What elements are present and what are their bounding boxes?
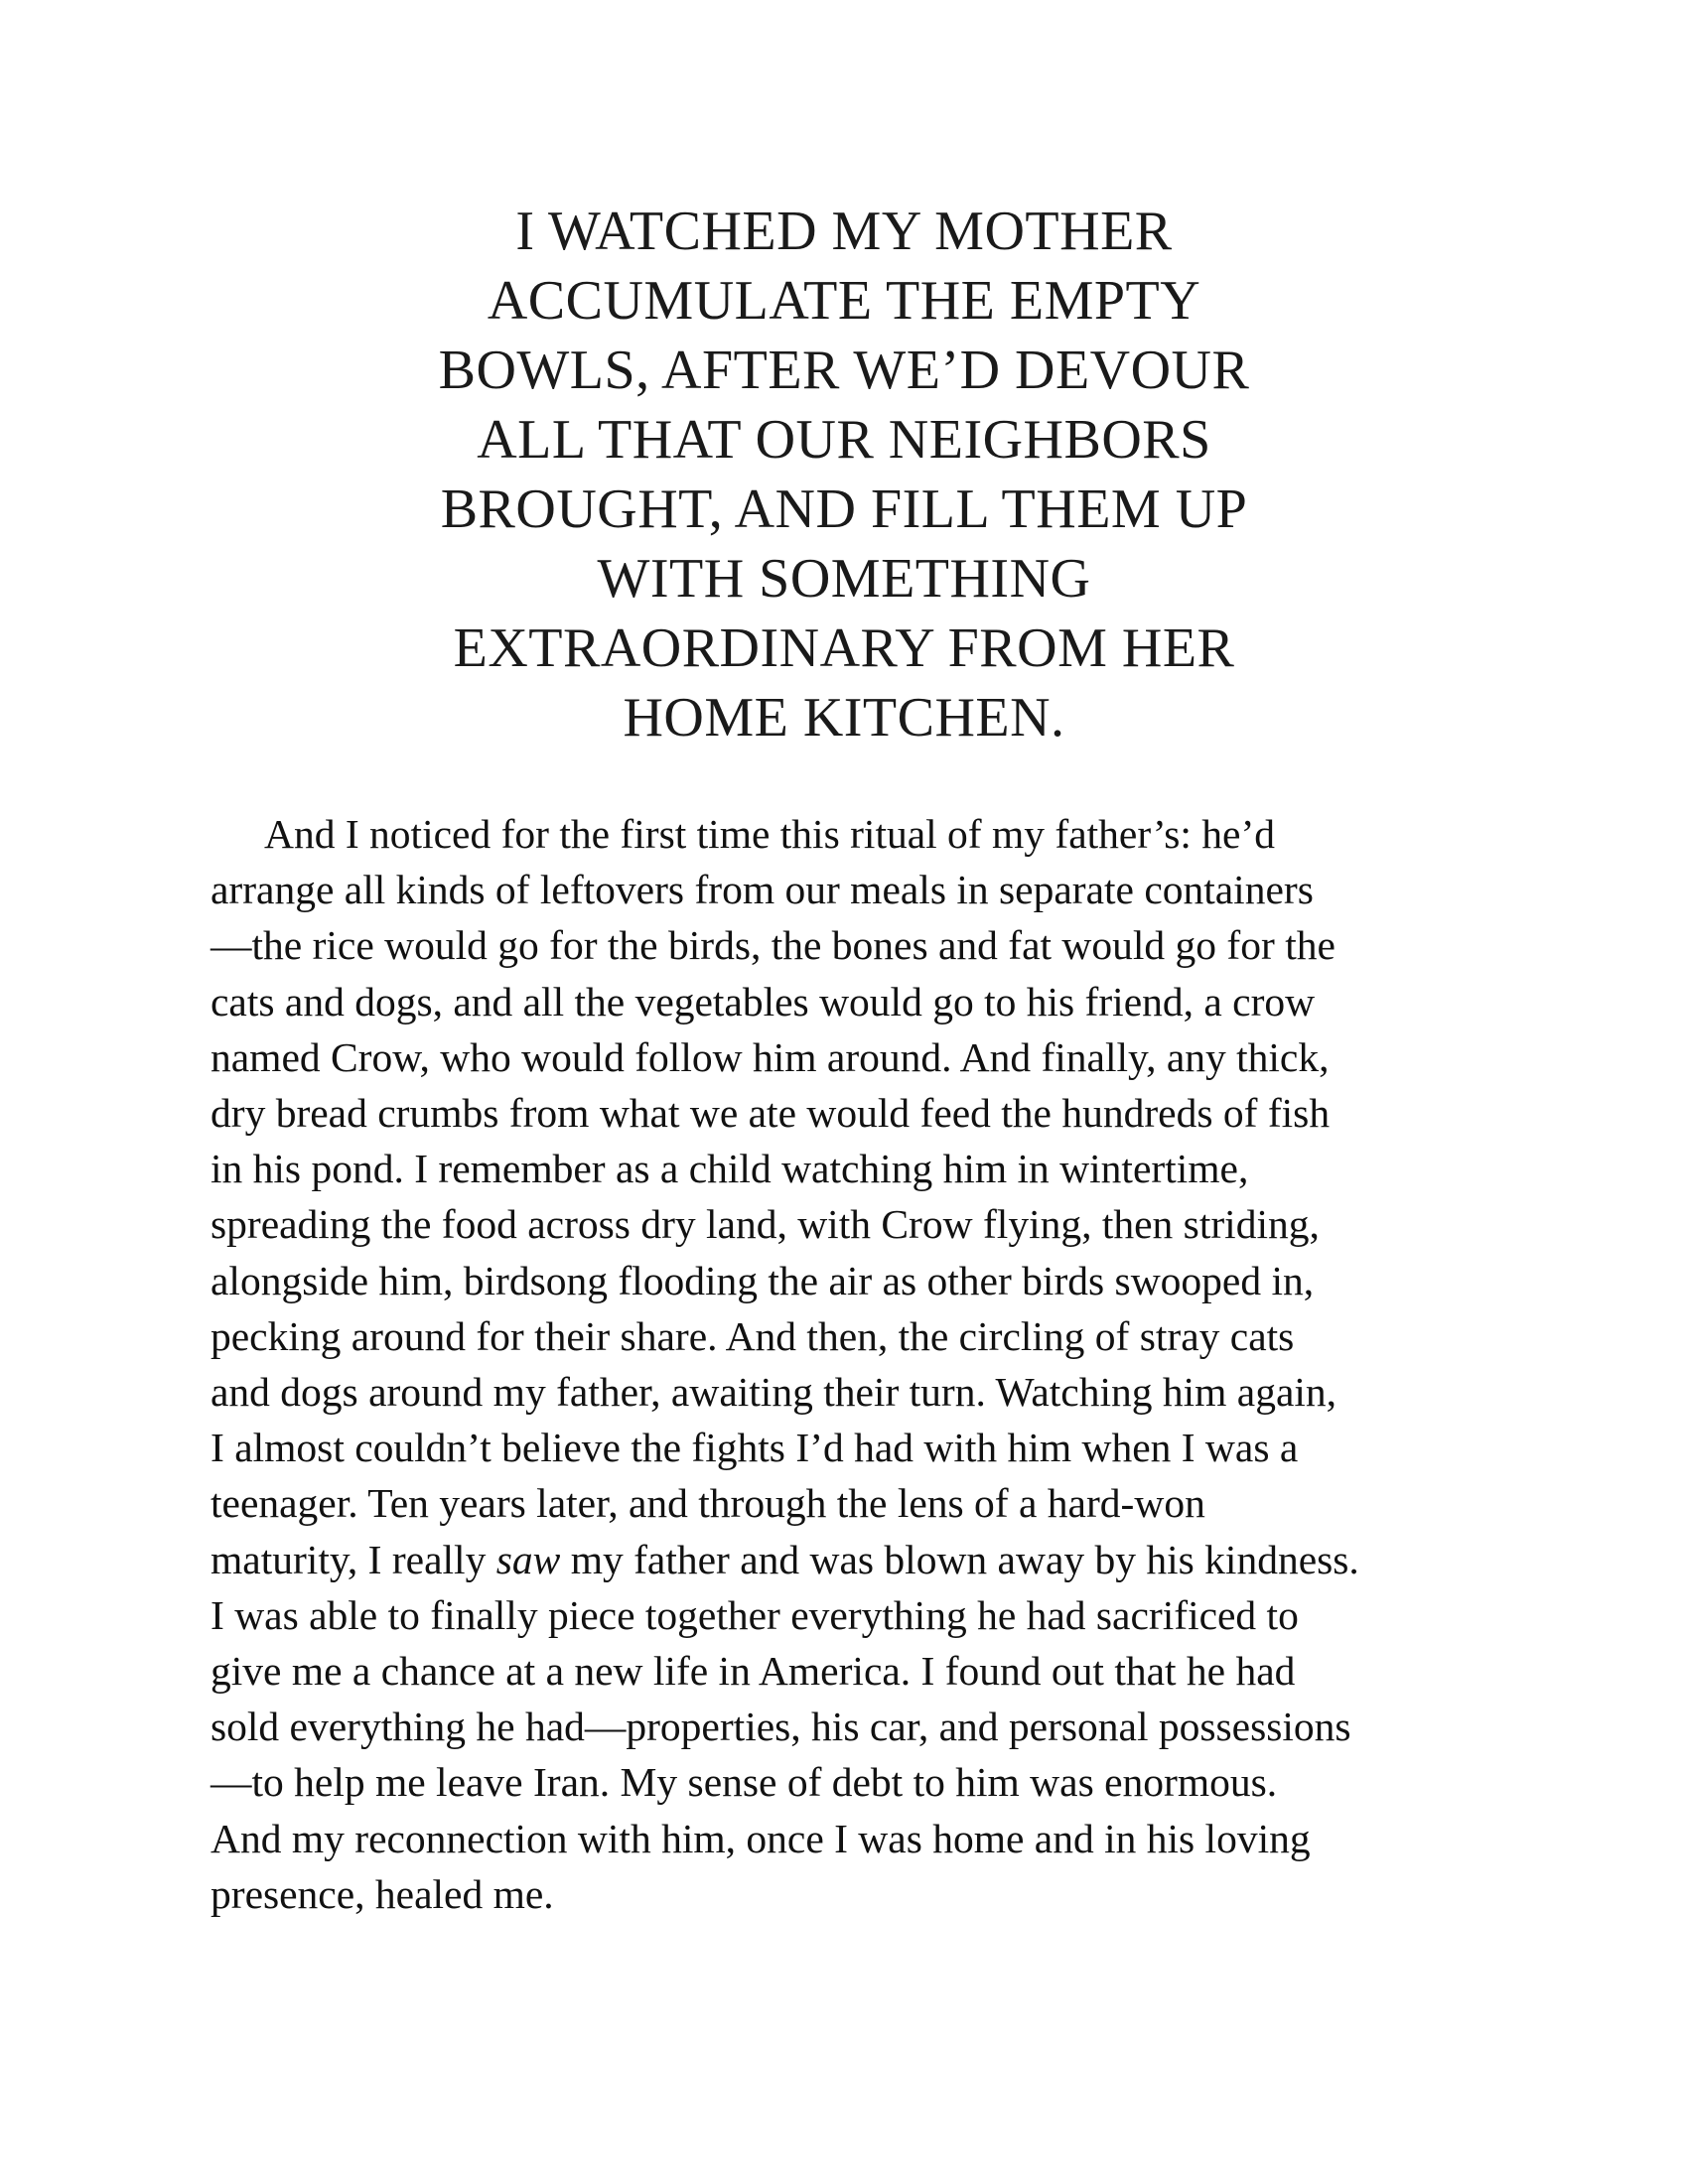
body-line: spreading the food across dry land, with Crow flying, then striding, [211,1201,1320,1248]
body-line: And my reconnection with him, once I was home and in his loving [211,1815,1311,1861]
body-line: And I noticed for the first time this ritual of my father’s: he’d [264,811,1276,857]
body-line: —to help me leave Iran. My sense of debt to him was enormous. [211,1759,1278,1806]
pull-quote-line: HOME KITCHEN. [623,687,1065,749]
body-line: I almost couldn’t believe the fights I’d had with him when I was a [211,1425,1299,1471]
pull-quote [348,197,1340,752]
body-line: I was able to finally piece together everything he had sacrificed to [211,1591,1299,1638]
body-line: named Crow, who would follow him around. And finally, any thick, [211,1033,1330,1080]
body-text-segment: maturity, I really [211,1536,496,1582]
pull-quote-line: WITH SOMETHING [597,548,1091,610]
pull-quote-line: BROUGHT, AND FILL THEM UP [440,478,1248,540]
pull-quote-line: I WATCHED MY MOTHER [515,201,1173,262]
body-line: dry bread crumbs from what we ate would feed the hundreds of fish [211,1090,1331,1137]
body-line: sold everything he had—properties, his car, and personal possessions [211,1704,1351,1750]
body-line: pecking around for their share. And then, the circling of stray cats [211,1312,1295,1359]
body-line-with-emphasis [211,1532,1501,1587]
pull-quote-line: ALL THAT OUR NEIGHBORS [477,409,1211,471]
body-line: and dogs around my father, awaiting their turn. Watching him again, [211,1369,1337,1416]
body-paragraph [211,806,1501,1922]
pull-quote-line: ACCUMULATE THE EMPTY [487,270,1201,332]
body-line: —the rice would go for the birds, the bones and fat would go for the [211,922,1336,969]
body-line: arrange all kinds of leftovers from our meals in separate containers [211,867,1314,913]
body-line: in his pond. I remember as a child watching him in wintertime, [211,1146,1249,1192]
body-line: alongside him, birdsong flooding the air as other birds swooped in, [211,1257,1315,1303]
body-line: presence, healed me. [211,1870,554,1917]
body-line: give me a chance at a new life in America. I found out that he had [211,1648,1296,1695]
pull-quote-line: EXTRAORDINARY FROM HER [453,617,1235,679]
pull-quote-line: BOWLS, AFTER WE’D DEVOUR [438,340,1250,401]
body-text-segment: my father and was blown away by his kindness. [560,1536,1359,1582]
body-line: cats and dogs, and all the vegetables would go to his friend, a crow [211,978,1316,1024]
body-line: teenager. Ten years later, and through the lens of a hard-won [211,1480,1205,1527]
emphasized-word: saw [495,1536,561,1582]
